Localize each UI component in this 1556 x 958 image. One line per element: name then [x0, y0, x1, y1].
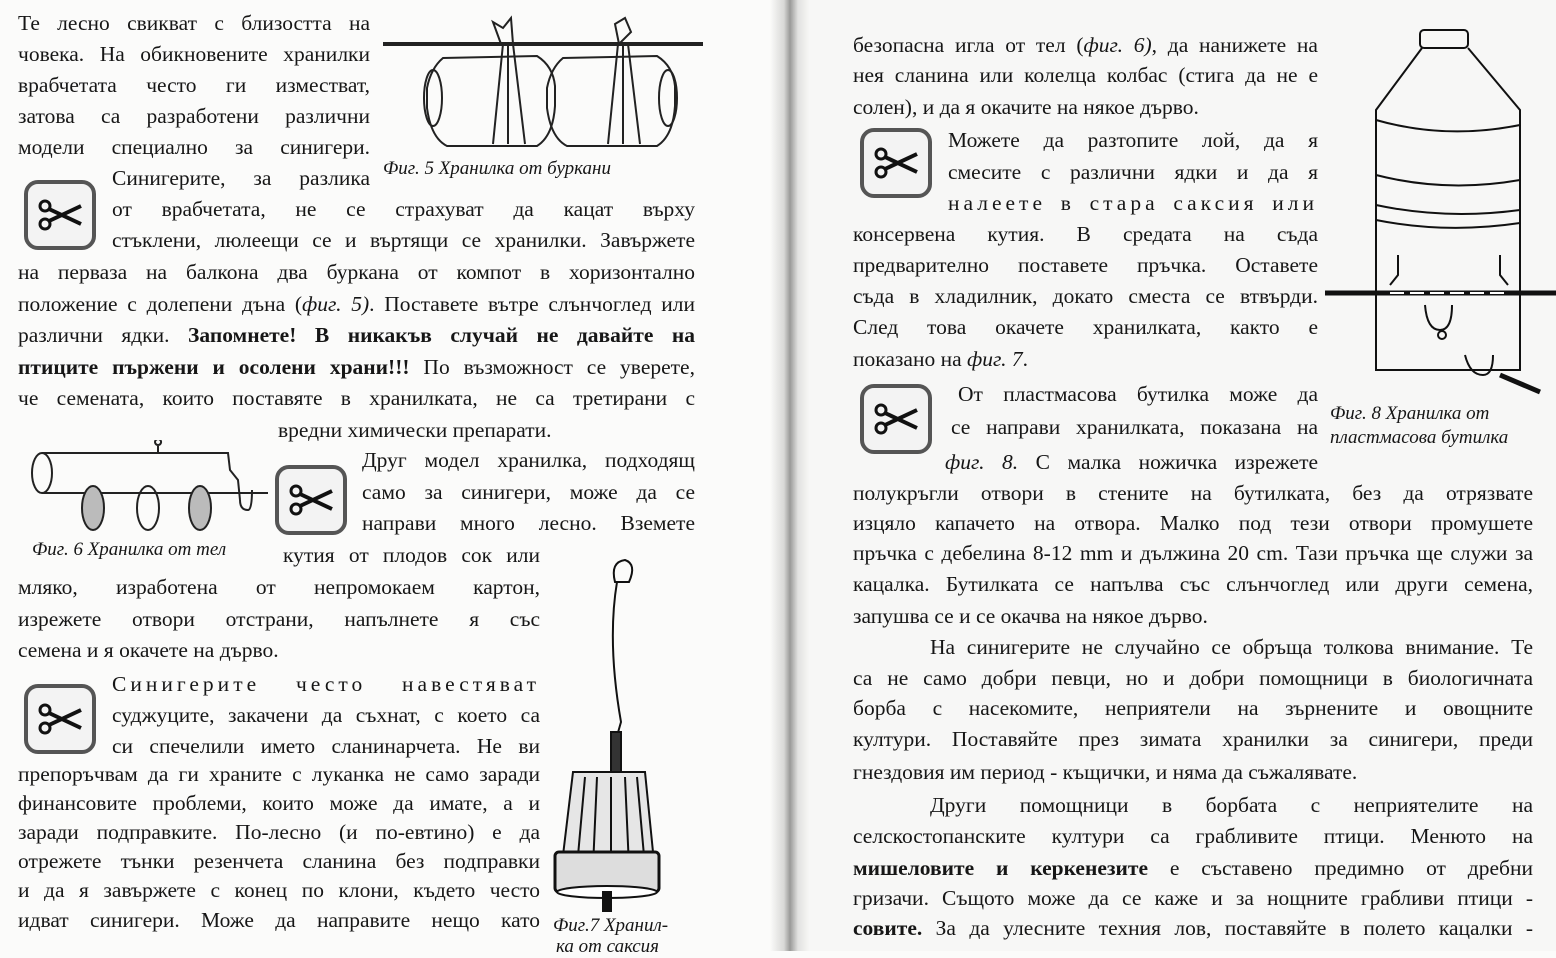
book-gutter — [770, 0, 810, 951]
text-segment: семена и я окачете на дърво. — [18, 638, 279, 662]
left-page-text-line — [18, 761, 540, 787]
right-page-text-line — [853, 695, 1533, 721]
text-segment: мляко, изработена от непромокаем картон, — [18, 575, 540, 599]
text-segment: препоръчвам да ги храните с луканка не само заради — [18, 762, 540, 786]
text-segment: идват синигери. Може да направите нещо като — [18, 908, 540, 932]
left-page-text-line — [18, 291, 695, 317]
scissors-icon — [24, 180, 96, 250]
right-page-text-line — [948, 190, 1318, 216]
text-segment: съда в хладилник, докато сместа се втвърди. — [853, 284, 1318, 308]
text-segment: отрежете тънки резенчета сланина без подправки — [18, 849, 540, 873]
right-page-text-line — [948, 159, 1318, 185]
text-segment: Синигерите, за разлика — [112, 166, 370, 190]
left-page-text-line — [18, 819, 540, 845]
text-segment: финансовите проблеми, които може да имате, а и — [18, 791, 540, 815]
text-segment: се направи хранилката, показана на — [951, 415, 1318, 439]
text-segment: По възможност се уверете, — [409, 355, 695, 379]
left-page-text-line — [362, 479, 695, 505]
text-segment: човека. На обикновените хранилки — [18, 42, 370, 66]
text-segment: След това окачете хранилката, както е — [853, 315, 1318, 339]
right-page-text-line — [853, 252, 1318, 278]
right-page-text-line — [853, 665, 1533, 691]
text-segment: С малка ножичка изрежете — [1018, 450, 1319, 474]
left-page-text-line — [283, 542, 540, 568]
right-page-text-line — [853, 32, 1318, 58]
text-segment: само за синигери, може да се — [362, 480, 695, 504]
right-page-text-line — [853, 221, 1318, 247]
right-page-text-line — [853, 759, 1357, 785]
bold-text: мишеловите и керкенезите — [853, 856, 1149, 880]
left-page-text-line — [18, 322, 695, 348]
figure-reference: фиг. 8. — [945, 450, 1019, 474]
left-page-text-line — [112, 227, 695, 253]
left-page-text-line — [18, 10, 370, 36]
figure-reference: фиг. 7 — [967, 347, 1023, 371]
right-page-text-line — [930, 792, 1533, 818]
left-page-text-line — [278, 417, 551, 443]
text-segment: , да нанижете на — [1151, 33, 1318, 57]
left-page-text-line — [18, 259, 695, 285]
left-page-text-line — [18, 134, 370, 160]
left-page-text-line — [18, 41, 370, 67]
text-segment: налеете в стара саксия или — [948, 191, 1318, 215]
text-segment: нея сланина или колелца колбас (стига да не е — [853, 63, 1318, 87]
left-page-text-line — [112, 702, 540, 728]
wire-feeder-illustration — [28, 440, 268, 535]
right-page-text-line — [853, 94, 1199, 120]
bold-text: птиците пържени и осолени храни!!! — [18, 355, 410, 379]
text-segment: култури. Поставяйте през зимата хранилки за синигери, преди — [853, 727, 1533, 751]
text-segment: от врабчетата, не се страхуват да кацат върху — [112, 197, 695, 221]
left-page-text-line — [18, 385, 695, 411]
left-page-text-line — [18, 907, 540, 933]
text-segment: кутия от плодов сок или — [283, 543, 540, 567]
right-page-text-line — [853, 314, 1318, 340]
text-segment: безопасна игла от тел ( — [853, 33, 1084, 57]
text-segment: Други помощници в борбата с неприятелите на — [930, 793, 1533, 817]
text-segment: полукръгли отвори в стените на бутилката, без да отрязвате — [853, 481, 1533, 505]
bold-text: Запомнете! В никакъв случай не давайте на — [188, 323, 695, 347]
text-segment: направи много лесно. Вземете — [362, 511, 695, 535]
text-segment: са не само добри певци, но и добри помощници в биологичната — [853, 666, 1533, 690]
right-page-text-line — [853, 62, 1318, 88]
text-segment: врабчетата често ги изместват, — [18, 73, 370, 97]
text-segment: борба с насекомите, неприятели на зърнените и овощните — [853, 696, 1533, 720]
text-segment: На синигерите не случайно се обръща толкова внимание. Те — [930, 635, 1533, 659]
right-page-text-line — [853, 726, 1533, 752]
caption-fig8-line1: Фиг. 8 Хранилка от — [1330, 403, 1490, 424]
text-segment: кацалка. Бутилката се напълва със слънчоглед или други семена, — [853, 572, 1533, 596]
scissors-icon — [275, 465, 347, 535]
text-segment: Те лесно свикват с близостта на — [18, 11, 370, 35]
left-page-text-line — [112, 165, 370, 191]
right-page-text-line — [853, 885, 1533, 911]
text-segment: За да улесните техния лов, поставяйте в полето кацалки - — [922, 916, 1533, 940]
caption-fig5: Фиг. 5 Хранилка от буркани — [383, 158, 611, 179]
left-page-text-line — [362, 510, 695, 536]
scissors-icon — [860, 128, 932, 198]
right-page-text-line — [853, 915, 1533, 941]
text-segment: модели специално за синигери. — [18, 135, 370, 159]
text-segment: е съставено предимно от дребни — [1148, 856, 1533, 880]
left-page-text-line — [112, 671, 540, 697]
left-page-text-line — [362, 447, 695, 473]
figure-reference: фиг. 6) — [1083, 33, 1152, 57]
jar-feeder-illustration — [383, 8, 703, 148]
left-page-text-line — [18, 606, 540, 632]
left-page-text-line — [18, 848, 540, 874]
text-segment: консервена кутия. В средата на съда — [853, 222, 1318, 246]
caption-fig7-line2: ка от саксия — [556, 936, 660, 957]
right-page-text-line — [853, 510, 1533, 536]
left-page-text-line — [18, 790, 540, 816]
text-segment: От пластмасова бутилка може да — [958, 382, 1318, 406]
right-page-text-line — [930, 634, 1533, 660]
left-page-text-line — [18, 103, 370, 129]
text-segment: изрежете отвори отстрани, напълнете я със — [18, 607, 540, 631]
left-page-text-line — [112, 733, 540, 759]
text-segment: положение с долепени дъна ( — [18, 292, 303, 316]
text-segment: запушва се и се окачва на някое дърво. — [853, 604, 1208, 628]
right-page-text-line — [853, 346, 1028, 372]
text-segment: затова са разработени различни — [18, 104, 370, 128]
text-segment: че семената, които поставяте в хранилката, не са третирани с — [18, 386, 695, 410]
text-segment: солен), и да я окачите на някое дърво. — [853, 95, 1199, 119]
right-page-text-line — [853, 855, 1533, 881]
text-segment: . — [1022, 347, 1029, 371]
scissors-icon — [860, 384, 932, 454]
text-segment: Синигерите често навестяват — [112, 672, 540, 696]
right-page-text-line — [853, 571, 1533, 597]
caption-fig7-line1: Фиг.7 Хранил- — [553, 915, 669, 936]
text-segment: на перваза на балкона два буркана от компот в хоризонтално — [18, 260, 695, 284]
right-page-text-line — [853, 603, 1208, 629]
right-page-text-line — [948, 127, 1318, 153]
text-segment: Можете да разтопите лой, да я — [948, 128, 1318, 152]
text-segment: си спечелили името сланинарчета. Не ви — [112, 734, 540, 758]
left-page-text-line — [18, 72, 370, 98]
text-segment: изцяло капачето на отвора. Малко под тези отвори промушете — [853, 511, 1533, 535]
right-page-text-line — [853, 283, 1318, 309]
right-page-text-line — [853, 480, 1533, 506]
caption-fig6: Фиг. 6 Хранилка от тел — [32, 539, 227, 560]
right-page-text-line — [958, 381, 1318, 407]
right-page-text-line — [945, 449, 1318, 475]
text-segment: . Поставете вътре слънчоглед или — [369, 292, 695, 316]
left-page-text-line — [18, 877, 540, 903]
text-segment: и да я завържете с конец по клони, където често — [18, 878, 540, 902]
text-segment: различни ядки. — [18, 323, 188, 347]
text-segment: показано на — [853, 347, 968, 371]
text-segment: стъклени, люлеещи се и въртящи се хранилки. Завържете — [112, 228, 695, 252]
text-segment: смесите с различни ядки и да я — [948, 160, 1318, 184]
left-page-text-line — [18, 354, 695, 380]
left-page-text-line — [18, 574, 540, 600]
caption-fig8-line2: пластмасова бутилка — [1330, 427, 1509, 448]
text-segment: суджуците, закачени да съхнат, с което са — [112, 703, 540, 727]
text-segment: Друг модел хранилка, подходящ — [362, 448, 695, 472]
right-page-text-line — [853, 823, 1533, 849]
text-segment: гризачи. Същото може да се каже и за нощните грабливи птици - — [853, 886, 1533, 910]
text-segment: предварително поставете пръчка. Оставете — [853, 253, 1318, 277]
text-segment: пръчка с дебелина 8-12 mm и дължина 20 cm. Тази пръчка ще служи за — [853, 541, 1533, 565]
scissors-icon — [24, 684, 96, 754]
text-segment: вредни химически препарати. — [278, 418, 552, 442]
right-page-text-line — [951, 414, 1318, 440]
text-segment: гнездовия им период - къщички, и няма да съжалявате. — [853, 760, 1358, 784]
left-page-text-line — [18, 637, 279, 663]
bold-text: совите. — [853, 916, 923, 940]
bottle-feeder-illustration — [1320, 10, 1556, 400]
text-segment: селскостопанските култури са грабливите птици. Менюто на — [853, 824, 1533, 848]
text-segment: заради подправките. По-лесно (и по-евтино) е да — [18, 820, 540, 844]
left-page-text-line — [112, 196, 695, 222]
figure-reference: фиг. 5) — [302, 292, 370, 316]
flowerpot-feeder-illustration — [545, 552, 665, 912]
right-page-text-line — [853, 540, 1533, 566]
